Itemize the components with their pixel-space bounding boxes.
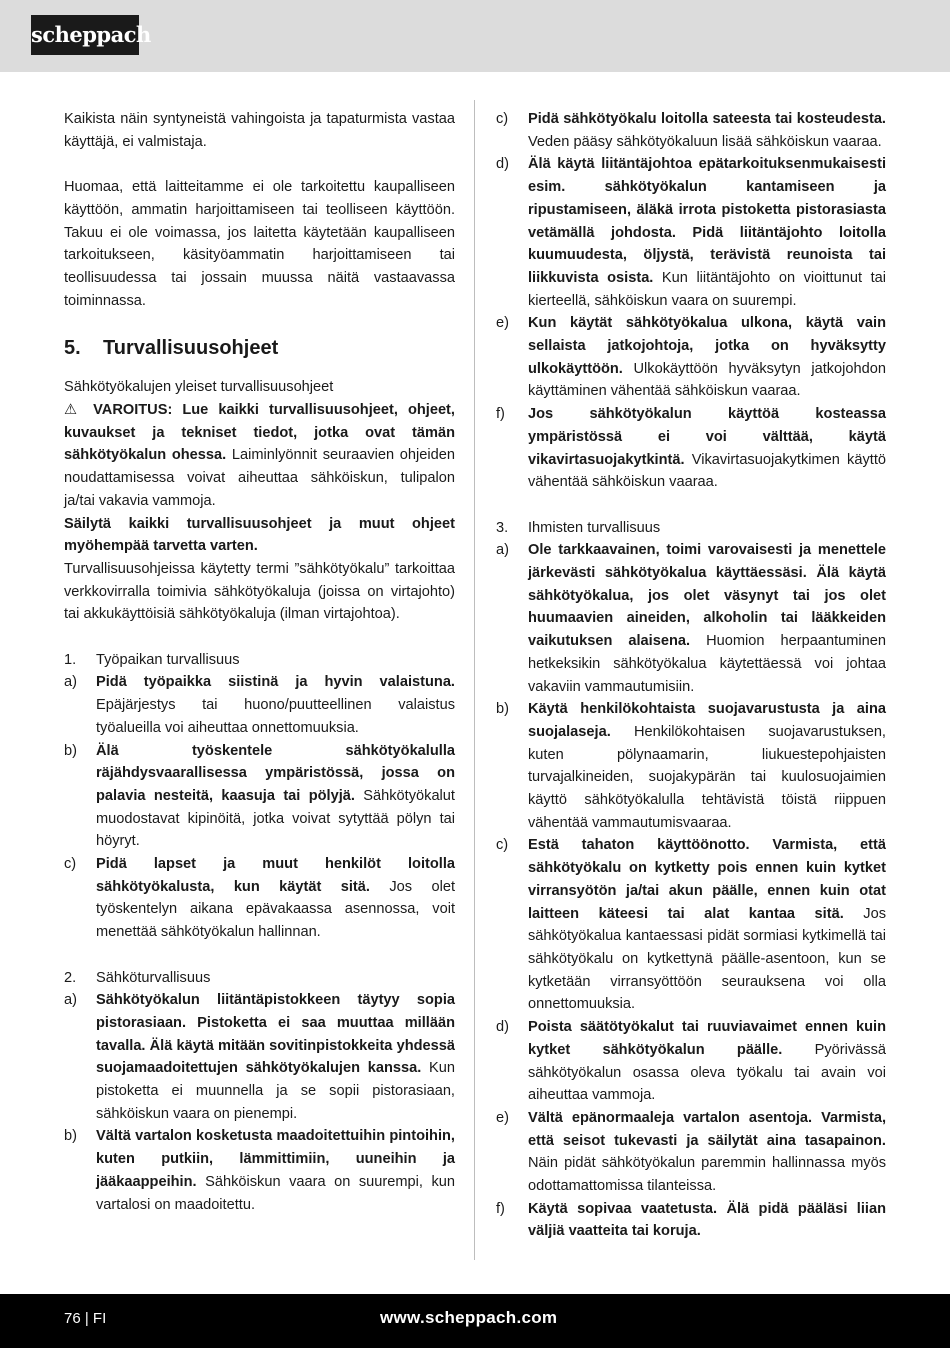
page-number: 76 | FI	[64, 1310, 107, 1327]
list-item: c) Estä tahaton käyttöönotto. Varmista, että sähkötyökalu on kytketty pois ennen kuin kytket virransyötön ja/tai akun päälle, ennen kuin otat laitteen käteesi tai alat kantaa sitä. Jos sähkötyökalua kantaessasi pidät sormiasi kytkimellä tai sähkötyökalu on kytkettynä päälle-asentoon, kun se kytketään virransyöttöön seurauksena voi olla onnettomuuksia.	[496, 837, 886, 1013]
section-heading	[64, 334, 455, 362]
list-item: d) Älä käytä liitäntäjohtoa epätarkoituksenmukaisesti esim. sähkötyökalun kantamiseen ja ripustamiseen, äläkä irrota pistoketta pistorasiasta vetämällä johdosta. Pidä liitäntäjohto loitolla kuumuudesta, öljystä, terävistä reunoista tai liikkuvista osista. Kun liitäntäjohto on vioittunut tai kierteellä, sähköiskun vaara on suurempi.	[496, 156, 886, 309]
list-item: a) Ole tarkkaavainen, toimi varovaisesti ja menettele järkevästi sähkötyökalua käyttäessäsi. Älä käytä sähkötyökalua, jos olet väsynyt tai jos olet huumaavien aineiden, alkoholin tai lääkkeiden vaikutuksen alaisena. Huomion herpaantuminen hetkeksikin sähkötyökalua käytettäessä voi johtaa vakaviin vammautumisiin.	[496, 542, 886, 695]
list-item: d) Poista säätötyökalut tai ruuviavaimet ennen kuin kytket sähkötyökalun päälle. Pyörivässä sähkötyökalun osassa oleva työkalu tai avain voi aiheuttaa vammoja.	[496, 1019, 886, 1104]
list-item: c) Pidä sähkötyökalu loitolla sateesta tai kosteudesta. Veden pääsy sähkötyökaluun lisää sähköiskun vaaraa.	[496, 111, 886, 150]
keep-instructions: Säilytä kaikki turvallisuusohjeet ja muut ohjeet myöhempää tarvetta varten.	[64, 515, 455, 555]
list-item: a) Pidä työpaikka siistinä ja hyvin valaistuna. Epäjärjestys tai huono/puutteellinen valaistus työalueilla voi aiheuttaa onnettomuuksia.	[64, 674, 455, 736]
subheading-workplace: 1. Työpaikan turvallisuus	[64, 651, 240, 668]
right-column	[496, 108, 886, 1243]
page-header	[0, 0, 950, 72]
subsection-title: Sähkötyökalujen yleiset turvallisuusohjeet	[64, 379, 334, 396]
list-item: b) Käytä henkilökohtaista suojavarustusta ja aina suojalaseja. Henkilökohtaisen suojavarustuksen, kuten pölynaamarin, liukuestepohjaisten turvajalkineiden, suojakypärän tai kuulosuojaimien käyttö sähkötyökalulla tehtävistä töistä riippuen vähentää vammautumisvaaraa.	[496, 701, 886, 831]
page-footer	[0, 1294, 950, 1348]
list-item: f) Jos sähkötyökalun käyttöä kosteassa ympäristössä ei voi välttää, käytä vikavirtasuojakytkintä. Vikavirtasuojakytkimen käyttö vähentää sähköiskun vaaraa.	[496, 406, 886, 491]
subheading-personal: 3. Ihmisten turvallisuus	[496, 519, 661, 536]
list-item: b) Vältä vartalon kosketusta maadoitettuihin pintoihin, kuten putkiin, lämmittimiin, uuneihin ja jääkaappeihin. Sähköiskun vaara on suurempi, kun vartalosi on maadoitettu.	[64, 1128, 455, 1213]
list-item: f) Käytä sopivaa vaatetusta. Älä pidä pääläsi liian väljiä vaatteita tai koruja.	[496, 1200, 886, 1240]
warning-bold: VAROITUS: Lue kaikki turvallisuusohjeet, ohjeet, kuvaukset ja tekniset tiedot, jotka ovat tämän sähkötyökalun ohessa.	[64, 402, 455, 464]
list-item: b) Älä työskentele sähkötyökalulla räjähdysvaarallisessa ympäristössä, jossa on palavia nesteitä, kaasuja tai pölyjä. Sähkötyökalut muodostavat kipinöitä, jotka voivat sytyttää pölyn tai höyryt.	[64, 742, 455, 850]
list-item: e) Vältä epänormaaleja vartalon asentoja. Varmista, että seisot tukevasti ja säilytät aina tasapainon. Näin pidät sähkötyökalun paremmin hallinnassa myös odottamattomissa tilanteissa.	[496, 1109, 886, 1195]
warning-triangle-icon: ⚠	[64, 402, 84, 419]
column-divider	[474, 100, 475, 1260]
warning-paragraph	[64, 399, 455, 513]
list-item: a) Sähkötyökalun liitäntäpistokkeen täytyy sopia pistorasiaan. Pistoketta ei saa muuttaa millään tavalla. Älä käytä mitään sovitinpistokkeita yhdessä suojamaadoitettujen sähkötyökalujen kanssa. Kun pistoketta ei muunnella ja se sopii pistorasiaan, sähköiskun vaara on pienempi.	[64, 992, 456, 1122]
left-column	[64, 108, 455, 1216]
paragraph: Huomaa, että laitteitamme ei ole tarkoitettu kaupalliseen käyttöön, ammatin harjoittamiseen tai teolliseen käyttöön. Takuu ei ole voimassa, jos laitetta käytetään kaupalliseen tarkoitukseen, käsityöammatin harjoittamiseen tai teollisuudessa tai jossain muussa näitä vastaavassa toiminnassa.	[64, 179, 455, 309]
list-item: c) Pidä lapset ja muut henkilöt loitolla sähkötyökalusta, kun käytät sitä. Jos olet työskentelyn aikana epävakaassa asennossa, voit menettää sähkötyökalun hallinnan.	[64, 856, 455, 941]
subheading-electrical: 2. Sähköturvallisuus	[64, 969, 211, 986]
scheppach-logo: scheppach	[31, 15, 139, 55]
section-title: Turvallisuusohjeet	[103, 337, 279, 360]
paragraph: Kaikista näin syntyneistä vahingoista ja tapaturmista vastaa käyttäjä, ei valmistaja.	[64, 111, 455, 150]
warning-text: Laiminlyönnit seuraavien ohjeiden noudattamisessa voivat aiheuttaa sähköiskun, tulipalon ja/tai vakavia vammoja.	[64, 447, 455, 509]
website-url: www.scheppach.com	[380, 1308, 558, 1327]
term-paragraph: Turvallisuusohjeissa käytetty termi ”sähkötyökalu” tarkoittaa verkkovirralla toimivia sähkötyökaluja (joissa on virtajohto) tai akkukäyttöisiä sähkötyökaluja (ilman virtajohtoa).	[64, 560, 455, 623]
list-item: e) Kun käytät sähkötyökalua ulkona, käytä vain sellaista jatkojohtoja, jotka on hyväksytty ulkokäyttöön. Ulkokäyttöön hyväksytyn jatkojohdon käyttäminen vähentää sähköiskun vaaraa.	[496, 315, 886, 400]
section-number: 5.	[64, 337, 81, 360]
